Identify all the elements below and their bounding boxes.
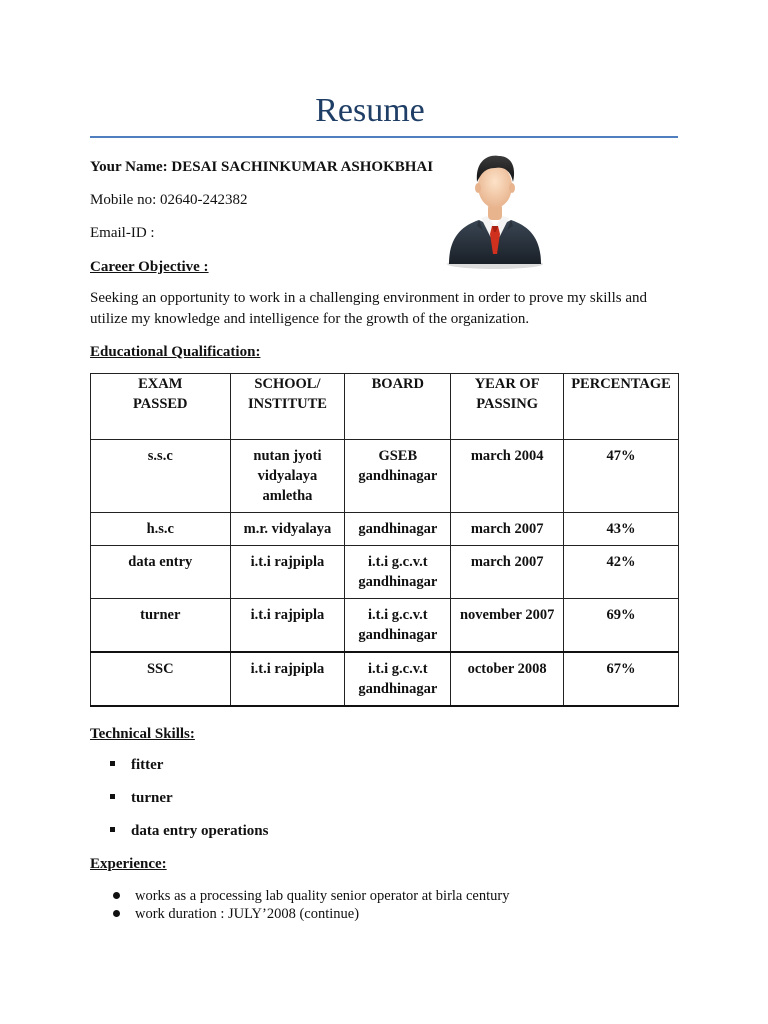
cell-school: nutan jyoti vidyalaya amletha	[230, 440, 345, 513]
round-bullet-icon	[113, 910, 120, 917]
mobile-label: Mobile no:	[90, 192, 160, 208]
mobile-line	[90, 190, 248, 210]
cell-exam: s.s.c	[91, 440, 231, 513]
cell-percentage: 47%	[564, 440, 679, 513]
educational-qualification-heading: Educational Qualification:	[90, 344, 261, 360]
education-table	[90, 373, 679, 707]
cell-board: i.t.i g.c.v.t gandhinagar	[345, 599, 451, 653]
career-objective-heading: Career Objective :	[90, 259, 209, 275]
table-row	[91, 440, 679, 513]
cell-percentage: 67%	[564, 652, 679, 706]
name-label: Your Name:	[90, 159, 172, 175]
list-item: fitter	[110, 757, 163, 774]
cell-school: i.t.i rajpipla	[230, 546, 345, 599]
cell-year: november 2007	[451, 599, 564, 653]
experience-heading: Experience:	[90, 856, 167, 872]
mobile-value: 02640-242382	[160, 192, 248, 208]
title-divider	[90, 136, 678, 138]
cell-percentage: 42%	[564, 546, 679, 599]
technical-skills-heading: Technical Skills:	[90, 726, 195, 742]
cell-school: i.t.i rajpipla	[230, 599, 345, 653]
name-line	[90, 157, 433, 177]
email-line	[90, 223, 155, 243]
cell-board: GSEB gandhinagar	[345, 440, 451, 513]
businessman-avatar-icon	[443, 146, 547, 270]
header-exam-passed: EXAM PASSED	[91, 374, 231, 440]
cell-board: i.t.i g.c.v.t gandhinagar	[345, 546, 451, 599]
list-item: turner	[110, 790, 173, 807]
name-value: DESAI SACHINKUMAR ASHOKBHAI	[171, 159, 434, 175]
career-objective-text: Seeking an opportunity to work in a challenging environment in order to prove my skills and utilize my knowledge and intelligence for the growth of the organization.	[90, 290, 647, 327]
list-item: work duration : JULY’2008 (continue)	[113, 906, 359, 923]
cell-exam: SSC	[91, 652, 231, 706]
header-year-of-passing: YEAR OF PASSING	[451, 374, 564, 440]
cell-year: march 2007	[451, 513, 564, 546]
page-title: Resume	[315, 92, 425, 129]
email-label: Email-ID :	[90, 225, 155, 241]
cell-percentage: 69%	[564, 599, 679, 653]
cell-board: i.t.i g.c.v.t gandhinagar	[345, 652, 451, 706]
round-bullet-icon	[113, 892, 120, 899]
cell-year: march 2007	[451, 546, 564, 599]
table-header-row	[91, 374, 679, 440]
square-bullet-icon	[110, 794, 115, 799]
header-board: BOARD	[345, 374, 451, 440]
cell-percentage: 43%	[564, 513, 679, 546]
cell-exam: h.s.c	[91, 513, 231, 546]
square-bullet-icon	[110, 761, 115, 766]
cell-exam: data entry	[91, 546, 231, 599]
table-row	[91, 652, 679, 706]
table-row	[91, 546, 679, 599]
header-percentage: PERCENTAGE	[564, 374, 679, 440]
list-item: data entry operations	[110, 823, 269, 840]
cell-school: i.t.i rajpipla	[230, 652, 345, 706]
header-school-institute: SCHOOL/ INSTITUTE	[230, 374, 345, 440]
cell-year: october 2008	[451, 652, 564, 706]
square-bullet-icon	[110, 827, 115, 832]
list-item: works as a processing lab quality senior operator at birla century	[113, 888, 509, 905]
cell-school: m.r. vidyalaya	[230, 513, 345, 546]
table-row	[91, 599, 679, 653]
cell-exam: turner	[91, 599, 231, 653]
cell-year: march 2004	[451, 440, 564, 513]
cell-board: gandhinagar	[345, 513, 451, 546]
table-row	[91, 513, 679, 546]
